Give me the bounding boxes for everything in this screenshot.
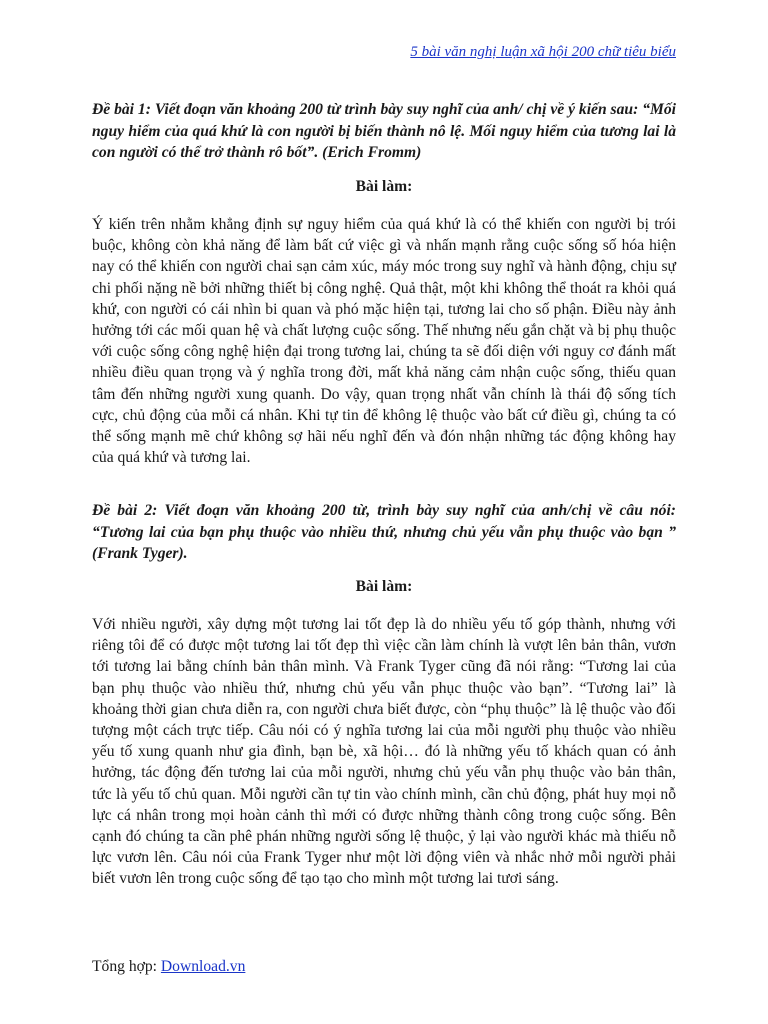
footer-source — [92, 958, 245, 976]
document-page — [92, 0, 676, 1024]
answer-body-1: Ý kiến trên nhằm khẳng định sự nguy hiểm của quá khứ là có thể khiến con người bị trói buộc, không còn khả năng để làm bất cứ việc gì và nhấn mạnh rằng cuộc sống số hóa hiện nay có thể khiến con người chai sạn cảm xúc, máy móc trong suy nghĩ và hành động, chịu sự chi phối nặng nề bởi những thiết bị công nghệ. Quả thật, một khi không thể thoát ra khỏi quá khứ, con người có cái nhìn bi quan và phó mặc hiện tại, tương lai cho số phận. Điều này ảnh hưởng tới các mối quan hệ và chất lượng cuộc sống. Thế nhưng nếu gắn chặt và bị phụ thuộc với cuộc sống công nghệ hiện đại trong tương lai, chúng ta sẽ đối diện với nguy cơ đánh mất nhiều điều quan trọng và ý nghĩa trong đời, mất khả năng cảm nhận cuộc sống, thiếu quan tâm đến những người xung quanh. Do vậy, quan trọng nhất vẫn chính là thái độ sống tích cực, chủ động của mỗi cá nhân. Khi tự tin để không lệ thuộc vào bất cứ điều gì, chúng ta có thể sống mạnh mẽ chứ không sợ hãi nếu nghĩ đến và đón nhận những tác động không hay của quá khứ và tương lai. — [92, 216, 676, 467]
header-article-link[interactable]: 5 bài văn nghị luận xã hội 200 chữ tiêu biểu — [410, 44, 676, 60]
footer-label: Tổng hợp: — [92, 958, 157, 975]
answer-heading-1: Bài làm: — [355, 178, 413, 195]
footer-source-link[interactable]: Download.vn — [160, 958, 246, 975]
essay-prompt-1: Đề bài 1: Viết đoạn văn khoảng 200 từ trình bày suy nghĩ của anh/ chị về ý kiến sau: “Mối nguy hiểm của quá khứ là con người bị biến thành nô lệ. Mối nguy hiểm của tương lai là con người có thể trở thành rô bốt”. (Erich Fromm) — [92, 101, 676, 161]
essay-prompt-2: Đề bài 2: Viết đoạn văn khoảng 200 từ, trình bày suy nghĩ của anh/chị về câu nói: “Tương lai của bạn phụ thuộc vào nhiều thứ, nhưng chủ yếu vẫn phụ thuộc vào bạn ” (Frank Tyger). — [92, 502, 676, 562]
answer-body-2: Với nhiều người, xây dựng một tương lai tốt đẹp là do nhiều yếu tố góp thành, nhưng với riêng tôi để có được một tương lai tốt đẹp thì việc cần làm chính là vượt lên bản thân, vươn tới tương lai bằng chính bản thân mình. Và Frank Tyger cũng đã nói rằng: “Tương lai của bạn phụ thuộc vào nhiều thứ, nhưng chủ yếu vẫn phục thuộc vào bạn”. “Tương lai” là khoảng thời gian chưa diễn ra, con người chưa biết được, còn “phụ thuộc” là lệ thuộc vào đối tượng một cách trực tiếp. Câu nói có ý nghĩa tương lai của mỗi người phụ thuộc vào nhiều yếu tố xung quanh như gia đình, bạn bè, xã hội… đó là những yếu tố khách quan có ảnh hưởng, tác động đến tương lai của mỗi người, nhưng chủ yếu vẫn phụ thuộc vào bản thân, tức là yếu tố chủ quan. Mỗi người cần tự tin vào chính mình, cần chủ động, phát huy mọi nỗ lực cá nhân trong mọi hoàn cảnh thì mới có được những thành công trong cuộc sống. Bên cạnh đó chúng ta cần phê phán những người sống lệ thuộc, ỷ lại vào người khác mà thiếu nỗ lực vươn lên. Câu nói của Frank Tyger như một lời động viên và nhắc nhở mỗi người phải biết vươn lên trong cuộc sống để tạo tạo cho mình một tương lai tươi sáng. — [92, 616, 676, 888]
answer-heading-2: Bài làm: — [355, 578, 413, 595]
